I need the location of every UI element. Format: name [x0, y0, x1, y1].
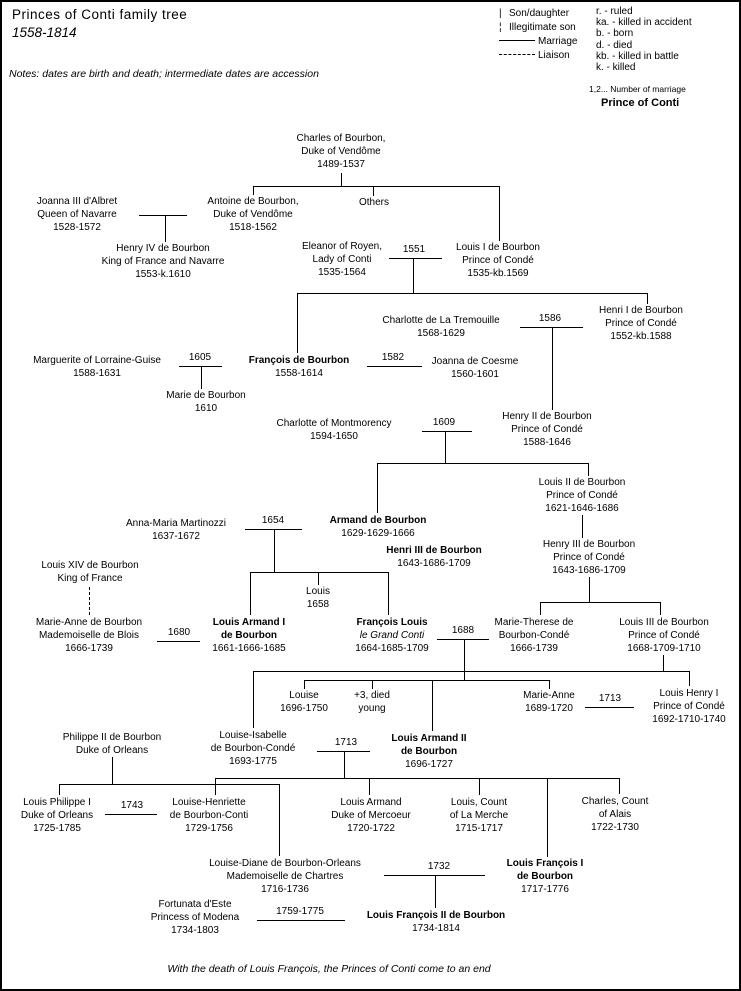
liaison-connector-line	[89, 587, 90, 615]
person-text-line: 1661-1666-1685	[212, 643, 286, 654]
marriage-year-label: 1605	[188, 352, 212, 363]
marriage-year-label: 1743	[120, 800, 144, 811]
connector-line	[341, 173, 342, 186]
person-text-line: 1722-1730	[591, 822, 639, 833]
connector-line	[479, 778, 480, 795]
person-text-line: +3, died	[354, 690, 390, 701]
connector-line	[552, 327, 553, 410]
connector-line	[304, 680, 305, 689]
person-text-line: Henry II de Bourbon	[502, 411, 592, 422]
person-text-line: Louis François I	[506, 858, 584, 869]
connector-line	[215, 778, 216, 795]
person-text-line: Marie-Therese de	[494, 617, 574, 628]
person-plus-3-died-young	[354, 689, 390, 715]
connector-line	[367, 366, 422, 367]
connector-line	[372, 680, 373, 689]
legend-abbrev: ka. - killed in accident	[596, 17, 692, 29]
person-henri-iii-conti	[386, 544, 482, 570]
person-henri-i	[599, 304, 683, 343]
person-text-line: Antoine de Bourbon,	[207, 196, 299, 207]
person-text-line: de Bourbon	[400, 746, 458, 757]
person-text-line: Prince of Condé	[653, 701, 725, 712]
person-text-line: Others	[358, 197, 390, 208]
person-text-line: Marie-Anne de Bourbon	[35, 617, 143, 628]
person-text-line: Duke of Mercoeur	[331, 810, 411, 821]
person-louis-henry-i	[652, 687, 725, 726]
person-text-line: 1725-1785	[33, 823, 81, 834]
person-text-line: 1693-1775	[229, 756, 277, 767]
person-text-line: 1535-kb.1569	[467, 268, 529, 279]
person-text-line: 1643-1686-1709	[552, 565, 626, 576]
person-text-line: Joanna III d'Albret	[36, 196, 118, 207]
person-text-line: Louis Armand I	[212, 617, 286, 628]
person-marie-therese	[495, 616, 574, 655]
person-charlotte-de-la-tremouille	[382, 314, 499, 340]
connector-line	[589, 577, 590, 602]
person-philippe-ii-orleans	[63, 731, 161, 757]
connector-line	[157, 641, 200, 642]
person-text-line: 1716-1736	[261, 884, 309, 895]
person-text-line: Charles, Count	[581, 796, 649, 807]
person-francois-louis	[355, 616, 428, 655]
person-text-line: Louise-Diane de Bourbon-Orleans	[209, 858, 361, 869]
legend-abbrev: kb. - killed in battle	[596, 50, 679, 62]
person-text-line: 1588-1646	[523, 437, 571, 448]
connector-line	[540, 602, 660, 603]
person-text-line: Prince of Condé	[462, 255, 534, 266]
person-louis-la-merche	[450, 796, 508, 835]
person-text-line: Prince of Condé	[605, 318, 677, 329]
person-henry-iii-conde	[543, 538, 635, 577]
connector-line	[112, 757, 113, 784]
page-title: Princes of Conti family tree	[12, 7, 188, 22]
person-louis-armand-mercoeur	[331, 796, 410, 835]
legend-glyph: |	[499, 8, 502, 19]
person-louis-philippe-i	[21, 796, 93, 835]
connector-line	[582, 515, 583, 538]
person-text-line: 1553-k.1610	[135, 269, 191, 280]
connector-line	[318, 572, 319, 585]
marriage-year-label: 1759-1775	[276, 906, 324, 917]
person-fortunata-d-este	[151, 898, 239, 937]
connector-line	[619, 778, 620, 794]
legend-label: Marriage	[538, 36, 578, 47]
person-louis-armand-i	[212, 616, 285, 655]
connector-line	[250, 572, 251, 615]
person-text-line: de Bourbon	[220, 630, 278, 641]
person-louise-diane	[209, 857, 361, 896]
connector-line	[585, 707, 634, 708]
connector-line	[549, 680, 550, 689]
marriage-year-label: 1551	[402, 244, 426, 255]
person-joanna-iii-albret	[37, 195, 117, 234]
marriage-year-label: 1654	[261, 515, 285, 526]
connector-line	[59, 784, 60, 795]
person-marie-anne-1689	[523, 689, 575, 715]
person-text-line: Eleanor of Royen,	[301, 241, 383, 252]
person-text-line: Duke of Orleans	[75, 745, 149, 756]
person-text-line: 1558-1614	[275, 368, 323, 379]
legend-marriage-number-note: 1,2... Number of marriage	[589, 84, 686, 94]
person-text-line: Princess of Modena	[150, 912, 240, 923]
person-text-line: Lady of Conti	[312, 254, 372, 265]
person-text-line: 1720-1722	[347, 823, 395, 834]
person-anna-maria-martinozzi	[126, 517, 226, 543]
person-louise-isabelle	[211, 729, 296, 768]
person-text-line: François de Bourbon	[248, 355, 350, 366]
connector-line	[253, 186, 499, 187]
person-text-line: Bourbon-Condé	[498, 630, 570, 641]
connector-line	[253, 186, 254, 195]
person-text-line: Prince of Condé	[546, 490, 618, 501]
connector-line	[663, 655, 664, 671]
connector-line	[413, 258, 414, 293]
person-text-line: Anna-Maria Martinozzi	[125, 518, 227, 529]
connector-line	[215, 778, 619, 779]
person-text-line: Prince of Condé	[628, 630, 700, 641]
person-text-line: Charlotte of Montmorency	[276, 418, 392, 429]
connector-line	[369, 778, 370, 795]
person-text-line: de Bourbon-Condé	[210, 743, 296, 754]
person-joanna-de-coesme	[432, 355, 519, 381]
person-louise-1696	[280, 689, 328, 715]
person-text-line: 1489-1537	[317, 159, 365, 170]
person-charles-alais	[582, 795, 649, 834]
person-text-line: 1629-1629-1666	[341, 528, 415, 539]
page-subtitle: 1558-1814	[12, 25, 77, 40]
person-text-line: 1560-1601	[451, 369, 499, 380]
person-text-line: Henri I de Bourbon	[599, 305, 683, 316]
person-text-line: 1668-1709-1710	[627, 643, 701, 654]
person-text-line: of Alais	[598, 809, 632, 820]
legend-abbrev: d. - died	[596, 39, 633, 51]
person-text-line: Duke of Orleans	[20, 810, 94, 821]
person-text-line: Philippe II de Bourbon	[62, 732, 162, 743]
connector-line	[540, 602, 541, 615]
legend-abbrev: r. - ruled	[596, 6, 633, 17]
person-text-line: 1621-1646-1686	[545, 503, 619, 514]
marriage-year-label: 1586	[538, 313, 562, 324]
person-antoine-de-bourbon	[207, 195, 298, 234]
person-text-line: le Grand Conti	[359, 630, 425, 641]
person-marie-de-bourbon	[166, 389, 246, 415]
person-text-line: 1729-1756	[185, 823, 233, 834]
person-text-line: 1696-1727	[405, 759, 453, 770]
person-text-line: Queen of Navarre	[37, 209, 117, 220]
person-text-line: 1658	[306, 599, 330, 610]
person-text-line: 1689-1720	[525, 703, 573, 714]
connector-line	[105, 814, 157, 815]
person-text-line: 1666-1739	[65, 643, 113, 654]
person-louis-armand-ii	[391, 732, 466, 771]
person-louis-francois-i	[507, 857, 584, 896]
person-louis-francois-ii	[367, 909, 505, 935]
person-text-line: Marie-Anne	[523, 690, 575, 701]
connector-line	[647, 293, 648, 304]
connector-line	[253, 671, 689, 672]
marriage-year-label: 1688	[451, 625, 475, 636]
connector-line	[279, 784, 280, 856]
person-marguerite-lorraine-guise	[33, 354, 161, 380]
person-text-line: Henry IV de Bourbon	[116, 243, 210, 254]
person-text-line: 1528-1572	[53, 222, 101, 233]
person-text-line: 1696-1750	[280, 703, 328, 714]
person-charlotte-of-montmorency	[276, 417, 391, 443]
person-text-line: 1717-1776	[521, 884, 569, 895]
person-text-line: 1588-1631	[73, 368, 121, 379]
connector-line	[257, 920, 345, 921]
marriage-year-label: 1713	[334, 737, 358, 748]
person-louise-henriette	[170, 796, 248, 835]
marriage-year-label: 1713	[598, 693, 622, 704]
person-louis-i	[456, 241, 540, 280]
connector-line	[437, 639, 489, 640]
legend-label: Liaison	[538, 50, 570, 61]
connector-line	[59, 784, 279, 785]
legend-glyph: ¦	[499, 22, 502, 33]
connector-line	[435, 875, 436, 908]
person-text-line: Louis François II de Bourbon	[366, 910, 506, 921]
connector-line	[297, 293, 647, 294]
person-text-line: Louis Armand	[340, 797, 402, 808]
person-marie-anne-de-bourbon	[36, 616, 142, 655]
legend-abbrev: k. - killed	[596, 62, 636, 74]
person-text-line: Marie de Bourbon	[166, 390, 246, 401]
connector-line	[165, 215, 166, 242]
person-text-line: 1643-1686-1709	[397, 558, 471, 569]
person-text-line: Prince of Condé	[511, 424, 583, 435]
person-text-line: Henri III de Bourbon	[386, 545, 482, 556]
legend-label: Illegitimate son	[509, 22, 576, 33]
connector-line	[660, 602, 661, 615]
connector-line	[304, 680, 549, 681]
person-text-line: Henry III de Bourbon	[542, 539, 636, 550]
person-text-line: 1518-1562	[229, 222, 277, 233]
connector-line	[253, 671, 254, 728]
person-text-line: Louis III de Bourbon	[619, 617, 709, 628]
person-text-line: Louis II de Bourbon	[538, 477, 626, 488]
person-text-line: of La Merche	[449, 810, 509, 821]
person-text-line: Louise	[289, 690, 319, 701]
legend-prince-of-conti-label: Prince of Conti	[601, 97, 680, 109]
person-text-line: de Bourbon	[516, 871, 574, 882]
person-louis-iii	[619, 616, 709, 655]
person-text-line: young	[358, 703, 386, 714]
person-text-line: 1664-1685-1709	[355, 643, 429, 654]
connector-line	[377, 463, 378, 513]
person-text-line: de Bourbon-Conti	[169, 810, 249, 821]
person-text-line: 1610	[194, 403, 218, 414]
person-text-line: Marguerite of Lorraine-Guise	[33, 355, 161, 366]
legend-abbrev: b. - born	[596, 28, 634, 40]
person-text-line: 1637-1672	[152, 531, 200, 542]
connector-line	[201, 366, 202, 389]
connector-line	[373, 186, 374, 196]
person-eleanor-of-royen	[302, 240, 382, 279]
person-others	[359, 196, 389, 209]
person-henry-iv	[102, 242, 225, 281]
person-text-line: Louis	[306, 586, 330, 597]
person-text-line: Louis, Count	[450, 797, 508, 808]
person-louis-1658	[306, 585, 330, 611]
person-text-line: 1535-1564	[318, 267, 366, 278]
connector-line	[422, 431, 472, 432]
marriage-year-label: 1609	[432, 417, 456, 428]
marriage-year-label: 1680	[167, 627, 191, 638]
person-armand-de-bourbon	[330, 514, 427, 540]
notes-text: Notes: dates are birth and death; intermediate dates are accession	[9, 68, 319, 80]
person-text-line: Duke of Vendôme	[213, 209, 293, 220]
person-text-line: Louis Armand II	[391, 733, 467, 744]
connector-line	[689, 671, 690, 686]
person-text-line: 1715-1717	[455, 823, 503, 834]
connector-line	[139, 215, 187, 216]
person-text-line: Armand de Bourbon	[329, 515, 427, 526]
person-text-line: François Louis	[356, 617, 428, 628]
marriage-year-label: 1732	[427, 861, 451, 872]
connector-line	[274, 529, 275, 572]
person-text-line: 1734-1803	[171, 925, 219, 936]
person-text-line: 1594-1650	[310, 431, 358, 442]
connector-line	[250, 572, 388, 573]
person-text-line: 1666-1739	[510, 643, 558, 654]
person-text-line: Mademoiselle de Chartres	[226, 871, 344, 882]
connector-line	[344, 751, 345, 778]
person-text-line: Joanna de Coesme	[431, 356, 519, 367]
person-text-line: King of France	[57, 573, 123, 584]
footer-note: With the death of Louis François, the Princes of Conti come to an end	[167, 963, 491, 975]
connector-line	[445, 431, 446, 463]
person-text-line: 1568-1629	[417, 328, 465, 339]
person-text-line: Mademoiselle de Blois	[38, 630, 140, 641]
person-text-line: Duke of Vendôme	[301, 146, 381, 157]
person-text-line: Fortunata d'Este	[158, 899, 232, 910]
person-francois-de-bourbon	[249, 354, 350, 380]
connector-line	[588, 463, 589, 476]
person-text-line: Louis I de Bourbon	[456, 242, 540, 253]
marriage-year-label: 1582	[381, 352, 405, 363]
person-text-line: 1734-1814	[412, 923, 460, 934]
person-text-line: 1552-kb.1588	[610, 331, 672, 342]
person-text-line: Prince of Condé	[553, 552, 625, 563]
person-text-line: Louis Philippe I	[23, 797, 91, 808]
connector-line	[499, 186, 500, 241]
person-louis-xiv	[41, 559, 138, 585]
person-charles-of-bourbon	[297, 132, 386, 171]
person-text-line: Louise-Henriette	[172, 797, 246, 808]
person-text-line: Louise-Isabelle	[219, 730, 287, 741]
person-louis-ii	[539, 476, 626, 515]
person-text-line: King of France and Navarre	[101, 256, 225, 267]
person-text-line: Louis XIV de Bourbon	[41, 560, 139, 571]
person-text-line: 1692-1710-1740	[652, 714, 726, 725]
connector-line	[547, 778, 548, 857]
connector-line	[389, 258, 442, 259]
legend-label: Son/daughter	[509, 8, 570, 19]
person-text-line: Charles of Bourbon,	[296, 133, 386, 144]
connector-line	[377, 463, 588, 464]
person-henry-ii	[502, 410, 592, 449]
family-tree-diagram	[2, 2, 739, 989]
connector-line	[464, 639, 465, 680]
connector-line	[432, 680, 433, 731]
connector-line	[297, 293, 298, 353]
person-text-line: Charlotte de La Tremouille	[382, 315, 500, 326]
person-text-line: Louis Henry I	[659, 688, 719, 699]
connector-line	[388, 572, 389, 615]
